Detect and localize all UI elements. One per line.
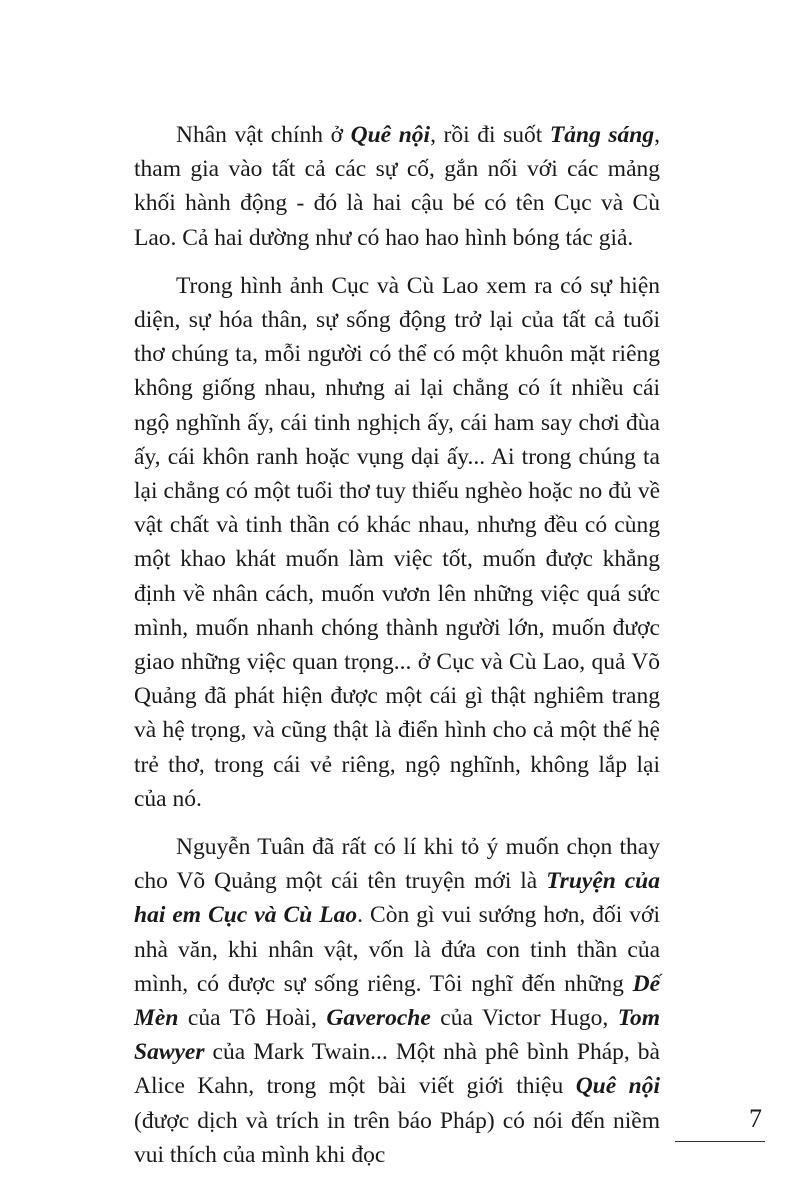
text-segment: của Tô Hoài,: [178, 1005, 327, 1032]
body-text: [134, 118, 660, 1186]
text-segment: của Mark Twain... Một nhà phê bình Pháp, bà Alice Kahn, trong một bài viết giới thiệu: [134, 1039, 660, 1100]
text-segment: của Victor Hugo,: [430, 1005, 618, 1032]
paragraph: [134, 269, 660, 816]
book-title: Dế Mèn: [134, 970, 660, 1032]
text-segment: Nguyễn Tuân đã rất có lí khi tỏ ý muốn chọn thay cho Võ Quảng một cái tên truyện mới là: [134, 834, 660, 895]
paragraph: [134, 118, 660, 255]
book-title: Tảng sáng: [549, 122, 655, 148]
book-title: Quê nội: [575, 1073, 660, 1100]
text-segment: Trong hình ảnh Cục và Cù Lao xem ra có sự hiện diện, sự hóa thân, sự sống động trở lại của tất cả tuổi thơ chúng ta, mỗi người có thể có một khuôn mặt riêng không giống nhau, nhưng ai lại chẳng có ít nhiều cái ngộ nghĩnh ấy, cái tinh nghịch ấy, cái ham say chơi đùa ấy, cái khôn ranh hoặc vụng dại ấy... Ai trong chúng ta lại chẳng có một tuổi thơ tuy thiếu nghèo hoặc no đủ về vật chất và tinh thần có khác nhau, nhưng đều có cùng một khao khát muốn làm việc tốt, muốn được khẳng định về nhân cách, muốn vươn lên những việc quá sức mình, muốn nhanh chóng thành người lớn, muốn được giao những việc quan trọng... ở Cục và Cù Lao, quả Võ Quảng đã phát hiện được một cái gì thật nghiêm trang và hệ trọng, và cũng thật là điển hình cho cả một thế hệ trẻ thơ, trong cái vẻ riêng, ngộ nghĩnh, không lắp lại của nó.: [134, 272, 660, 812]
book-title: Tom Sawyer: [134, 1005, 660, 1066]
book-title: Gaveroche: [326, 1005, 431, 1032]
text-segment: (được dịch và trích in trên báo Pháp) có nói đến niềm vui thích của mình khi đọc: [134, 1107, 660, 1168]
paragraph: [134, 830, 660, 1172]
text-segment: , tham gia vào tất cả các sự cố, gắn nối với các mảng khối hành động - đó là hai cậu bé có tên Cục và Cù Lao. Cả hai dường như có hao hao hình bóng tác giả.: [134, 122, 661, 251]
book-title: Quê nội: [350, 122, 431, 148]
text-segment: . Còn gì vui sướng hơn, đối với nhà văn, khi nhân vật, vốn là đứa con tinh thần của mình, có được sự sống riêng. Tôi nghĩ đến những: [134, 902, 660, 997]
text-segment: , rồi đi suốt: [430, 122, 550, 148]
footer-rule: [675, 1141, 765, 1142]
text-segment: Nhân vật chính ở: [176, 122, 351, 148]
book-title: Truyện của hai em Cục và Cù Lao: [134, 868, 660, 929]
page-number: 7: [749, 1104, 762, 1133]
